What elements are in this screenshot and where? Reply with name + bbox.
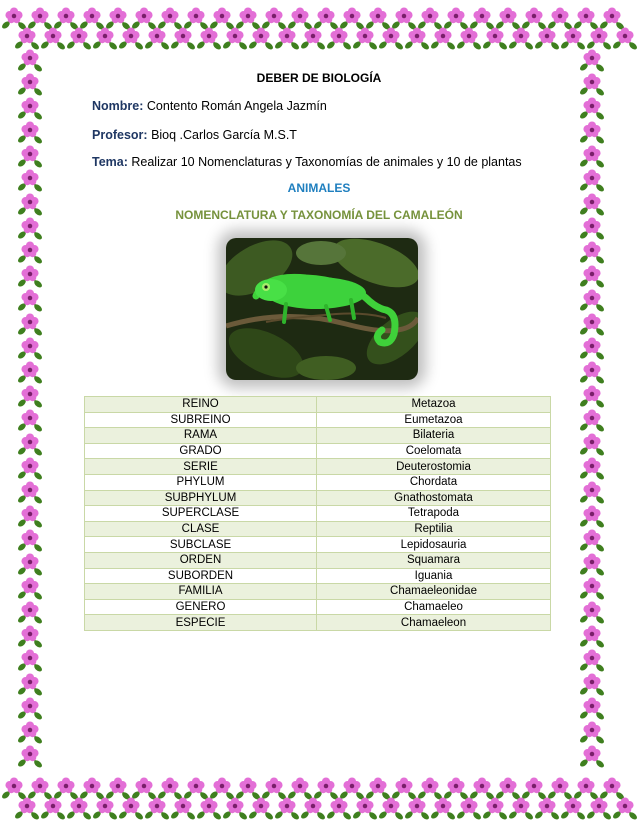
flower-icon [287, 7, 314, 30]
flower-icon [443, 7, 470, 30]
table-row [85, 584, 551, 600]
flower-border-bottom-icon [0, 770, 638, 826]
flower-icon [443, 777, 470, 800]
flower-icon [580, 649, 605, 672]
flower-icon [18, 337, 43, 360]
flower-icon [144, 797, 171, 820]
flower-icon [18, 409, 43, 432]
flower-icon [580, 433, 605, 456]
flower-border-top [0, 0, 638, 52]
taxon-value: Deuterostomia [317, 459, 551, 475]
flower-icon [157, 777, 184, 800]
taxon-value: Tetrapoda [317, 506, 551, 522]
flower-border-bottom [0, 770, 638, 826]
flower-icon [18, 313, 43, 336]
flower-icon [18, 601, 43, 624]
table-row [85, 521, 551, 537]
flower-icon [580, 385, 605, 408]
flower-icon [18, 97, 43, 120]
flower-icon [18, 649, 43, 672]
flower-icon [53, 7, 80, 30]
flower-icon [18, 361, 43, 384]
flower-icon [18, 721, 43, 744]
table-row [85, 552, 551, 568]
table-row [85, 615, 551, 631]
flower-icon [599, 777, 626, 800]
flower-icon [183, 7, 210, 30]
table-row [85, 537, 551, 553]
flower-icon [18, 625, 43, 648]
flower-icon [469, 7, 496, 30]
taxon-rank: ESPECIE [85, 615, 317, 631]
flower-icon [18, 241, 43, 264]
taxon-value: Iguania [317, 568, 551, 584]
flower-icon [456, 797, 483, 820]
flower-icon [170, 27, 197, 50]
flower-icon [580, 49, 605, 72]
flower-icon [469, 777, 496, 800]
flower-icon [27, 7, 54, 30]
document-title: DEBER DE BIOLOGÍA [256, 71, 382, 85]
taxon-rank: SUBORDEN [85, 568, 317, 584]
flower-icon [248, 797, 275, 820]
taxon-rank: GENERO [85, 599, 317, 615]
flower-icon [18, 457, 43, 480]
flower-icon [183, 777, 210, 800]
flower-icon [18, 289, 43, 312]
flower-icon [157, 7, 184, 30]
flower-icon [495, 7, 522, 30]
flower-icon [580, 673, 605, 696]
flower-icon [209, 7, 236, 30]
flower-icon [391, 777, 418, 800]
student-name-label: Nombre: [92, 99, 144, 113]
flower-border-top-icon [0, 0, 638, 52]
table-row [85, 568, 551, 584]
taxon-rank: PHYLUM [85, 474, 317, 490]
flower-icon [482, 797, 509, 820]
flower-icon [118, 27, 145, 50]
flower-icon [261, 7, 288, 30]
flower-icon [352, 797, 379, 820]
teacher-label: Profesor: [92, 128, 148, 142]
flower-icon [580, 409, 605, 432]
flower-icon [248, 27, 275, 50]
flower-icon [547, 777, 574, 800]
taxon-value: Coelomata [317, 443, 551, 459]
flower-icon [586, 797, 613, 820]
taxon-rank: SUPERCLASE [85, 506, 317, 522]
taxon-value: Eumetazoa [317, 412, 551, 428]
flower-icon [521, 777, 548, 800]
flower-icon [391, 7, 418, 30]
flower-icon [612, 797, 638, 820]
flower-icon [18, 505, 43, 528]
flower-icon [580, 481, 605, 504]
flower-icon [92, 797, 119, 820]
flower-icon [482, 27, 509, 50]
topic-value: Realizar 10 Nomenclaturas y Taxonomías de animales y 10 de plantas [131, 155, 522, 169]
flower-icon [580, 697, 605, 720]
flower-icon [580, 97, 605, 120]
flower-icon [40, 797, 67, 820]
taxon-value: Gnathostomata [317, 490, 551, 506]
table-row [85, 443, 551, 459]
flower-icon [580, 145, 605, 168]
flower-icon [235, 777, 262, 800]
flower-icon [580, 241, 605, 264]
subsection-title: NOMENCLATURA Y TAXONOMÍA DEL CAMALEÓN [175, 208, 463, 222]
taxon-rank: RAMA [85, 428, 317, 444]
table-row [85, 459, 551, 475]
taxon-value: Chamaeleonidae [317, 584, 551, 600]
flower-icon [1, 777, 28, 800]
flower-icon [222, 797, 249, 820]
taxon-value: Chordata [317, 474, 551, 490]
flower-icon [430, 27, 457, 50]
flower-icon [18, 121, 43, 144]
taxon-rank: ORDEN [85, 552, 317, 568]
teacher-line [92, 128, 297, 142]
flower-icon [417, 7, 444, 30]
flower-icon [300, 27, 327, 50]
flower-icon [18, 265, 43, 288]
flower-icon [580, 529, 605, 552]
taxon-value: Reptilia [317, 521, 551, 537]
flower-icon [18, 481, 43, 504]
topic-line [92, 155, 522, 169]
flower-icon [261, 777, 288, 800]
flower-icon [417, 777, 444, 800]
flower-icon [274, 27, 301, 50]
flower-icon [580, 745, 605, 768]
flower-icon [105, 7, 132, 30]
flower-icon [560, 797, 587, 820]
flower-icon [378, 27, 405, 50]
flower-icon [131, 777, 158, 800]
table-row [85, 428, 551, 444]
flower-border-left-icon [18, 48, 54, 778]
flower-icon [580, 553, 605, 576]
flower-icon [27, 777, 54, 800]
taxon-rank: SERIE [85, 459, 317, 475]
table-row [85, 412, 551, 428]
flower-icon [339, 777, 366, 800]
flower-border-right-icon [580, 48, 620, 778]
taxon-rank: SUBPHYLUM [85, 490, 317, 506]
table-row [85, 506, 551, 522]
flower-icon [404, 27, 431, 50]
flower-icon [105, 777, 132, 800]
flower-icon [18, 745, 43, 768]
flower-icon [430, 797, 457, 820]
flower-icon [196, 27, 223, 50]
flower-icon [508, 27, 535, 50]
flower-border-left [18, 48, 54, 778]
student-name-value: Contento Román Angela Jazmín [146, 99, 327, 113]
flower-icon [580, 577, 605, 600]
table-row [85, 490, 551, 506]
taxon-value: Chamaeleon [317, 615, 551, 631]
flower-icon [521, 7, 548, 30]
flower-icon [79, 777, 106, 800]
section-title: ANIMALES [287, 181, 351, 195]
flower-icon [209, 777, 236, 800]
flower-icon [235, 7, 262, 30]
flower-icon [404, 797, 431, 820]
chameleon-photo-icon [226, 238, 418, 380]
flower-icon [14, 797, 41, 820]
taxonomy-table [84, 396, 551, 631]
flower-icon [118, 797, 145, 820]
flower-icon [456, 27, 483, 50]
flower-icon [365, 7, 392, 30]
taxon-rank: SUBREINO [85, 412, 317, 428]
flower-icon [18, 145, 43, 168]
flower-icon [580, 505, 605, 528]
flower-icon [222, 27, 249, 50]
table-row [85, 397, 551, 413]
flower-icon [534, 797, 561, 820]
flower-icon [580, 601, 605, 624]
flower-icon [365, 777, 392, 800]
flower-icon [170, 797, 197, 820]
flower-icon [352, 27, 379, 50]
flower-icon [326, 797, 353, 820]
flower-icon [131, 7, 158, 30]
flower-icon [66, 27, 93, 50]
flower-border-right [580, 48, 620, 778]
flower-icon [300, 797, 327, 820]
taxon-rank: CLASE [85, 521, 317, 537]
flower-icon [580, 265, 605, 288]
flower-icon [580, 121, 605, 144]
flower-icon [580, 289, 605, 312]
flower-icon [580, 337, 605, 360]
flower-icon [18, 697, 43, 720]
flower-icon [274, 797, 301, 820]
flower-icon [580, 721, 605, 744]
flower-icon [495, 777, 522, 800]
flower-icon [326, 27, 353, 50]
flower-icon [580, 313, 605, 336]
flower-icon [79, 7, 106, 30]
taxon-rank: SUBCLASE [85, 537, 317, 553]
flower-icon [313, 777, 340, 800]
taxon-value: Squamara [317, 552, 551, 568]
flower-icon [573, 7, 600, 30]
taxon-value: Lepidosauria [317, 537, 551, 553]
table-row [85, 599, 551, 615]
flower-icon [18, 433, 43, 456]
flower-icon [144, 27, 171, 50]
taxon-value: Chamaeleo [317, 599, 551, 615]
flower-icon [534, 27, 561, 50]
flower-icon [18, 385, 43, 408]
flower-icon [66, 797, 93, 820]
flower-icon [508, 797, 535, 820]
flower-icon [18, 553, 43, 576]
flower-icon [339, 7, 366, 30]
flower-icon [53, 777, 80, 800]
flower-icon [18, 529, 43, 552]
taxon-value: Metazoa [317, 397, 551, 413]
taxon-rank: REINO [85, 397, 317, 413]
flower-icon [580, 457, 605, 480]
flower-icon [547, 7, 574, 30]
taxon-rank: GRADO [85, 443, 317, 459]
taxon-value: Bilateria [317, 428, 551, 444]
flower-icon [196, 797, 223, 820]
chameleon-photo [226, 238, 418, 380]
flower-icon [313, 7, 340, 30]
flower-icon [580, 361, 605, 384]
flower-icon [18, 673, 43, 696]
taxon-rank: FAMILIA [85, 584, 317, 600]
flower-icon [599, 7, 626, 30]
flower-icon [1, 7, 28, 30]
flower-icon [580, 625, 605, 648]
flower-icon [378, 797, 405, 820]
topic-label: Tema: [92, 155, 128, 169]
teacher-value: Bioq .Carlos García M.S.T [151, 128, 297, 142]
flower-icon [18, 49, 43, 72]
student-name-line [92, 99, 327, 113]
flower-icon [287, 777, 314, 800]
table-row [85, 474, 551, 490]
flower-icon [18, 577, 43, 600]
flower-icon [92, 27, 119, 50]
flower-icon [573, 777, 600, 800]
